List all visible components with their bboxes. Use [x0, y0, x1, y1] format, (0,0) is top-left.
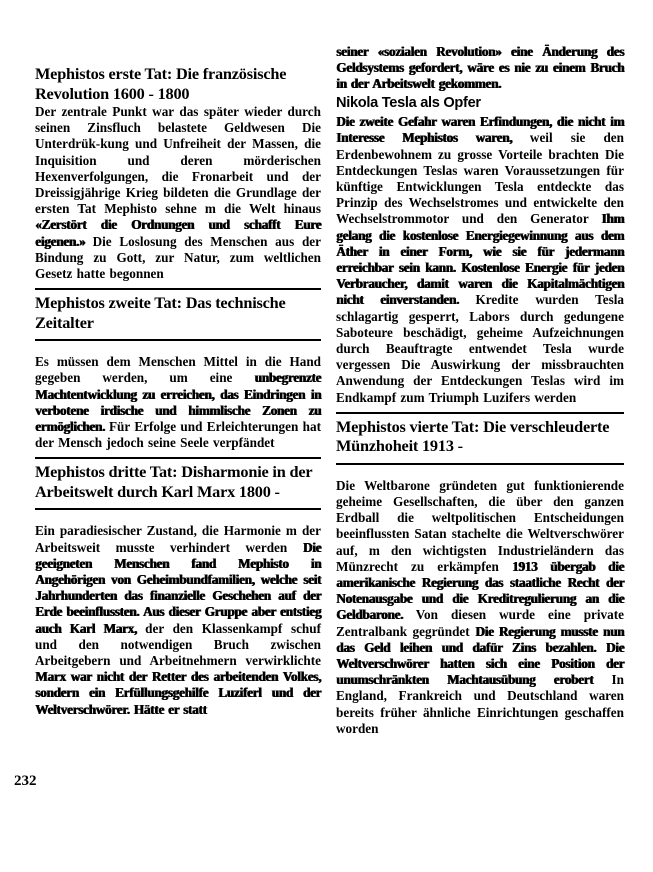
text-segment: Ein paradiesischer Zustand, die Harmonie m der Arbeitsweit musste verhindert werden — [35, 523, 321, 555]
text-segment: seiner «sozialen Revolution» eine Änderung des Geldsystems gefordert, wäre es nie zu einem Bruch in der Arbeitswelt gekommen. — [336, 44, 624, 92]
text-segment: weil sie den Erdenbewohnem zu grosse Vorteile brachten Die Entdeckungen Teslas waren Voraussetzungen für künftige Entwicklungen Tesla entdeckte das Prinzip des Wechselstromes und entwickelte den Wechselstrommotor und den Generator — [336, 130, 624, 227]
page-number: 232 — [14, 773, 37, 789]
text-segment: Kredite wurden Tesla schlagartig gesperrt, Labors durch gedungene Saboteure beschädigt, geheime Aufzeichnungen durch Beauftragte entwendet Tesla wurde vergessen Die Auswirkung der missbrauchten Anwendung der Entdeckungen Teslas wird im Endkampf zum Triumph Luzifers werden — [336, 292, 625, 405]
section-heading-ruled: Mephistos dritte Tat: Disharmonie in der Arbeitswelt durch Karl Marx 1800 - — [35, 457, 321, 510]
paragraph — [336, 114, 624, 406]
section-heading-ruled: Mephistos vierte Tat: Die verschleuderte Münzhoheit 1913 - — [336, 412, 624, 465]
left-column — [35, 0, 321, 718]
text-segment: «Zerstört die Ordnungen und schafft Eure eigenen.» — [35, 217, 321, 249]
section-heading-ruled: Mephistos zweite Tat: Das technische Zeitalter — [35, 288, 321, 341]
text-segment: Ihm gelang die kostenlose Energiegewinnung aus dem Äther in einer Form, wie sie für jedermann erreichbar sein kann. Kostenlose Energie für jeden Verbraucher, damit waren die Kapitalmächtigen nicht einverstanden. — [336, 211, 624, 308]
text-segment: Die Regierung musste nun das Geld leihen und dafür Zins bezahlen. Die Weltverschwörer hatten sich eine Position der unumschränkten Machtausübung erobert — [336, 623, 624, 688]
text-segment: Die Loslosung des Menschen aus der Bindung zu Gott, zur Natur, zum weltlichen Gesetz hatte begonnen — [35, 233, 321, 282]
text-segment: Die zweite Gefahr waren Erfindungen, die nicht im Interesse Mephistos waren, — [336, 114, 624, 146]
right-column — [336, 0, 624, 737]
paragraph — [35, 104, 321, 282]
text-segment: 1913 übergab die amerikanische Regierung das staatliche Recht der Notenausgabe und die Kreditregulierung an die Geldbarone. — [336, 558, 624, 623]
section-heading: Mephistos erste Tat: Die französische Revolution 1600 - 1800 — [35, 64, 287, 103]
text-segment: Von diesen wurde eine private Zentralbank gegründet — [336, 607, 624, 639]
sans-subheading: Nikola Tesla als Opfer — [336, 94, 481, 111]
text-segment: Die Weltbarone gründeten gut funktionierende geheime Gesellschaften, die über den ganzen Erdball die weltpolitischen Entscheidungen beeinflussten Satan stachelte die Weltverschwörer auf, m den wichtigsten Industrieländern das Münzrecht zu erkämpfen — [336, 477, 624, 574]
text-segment: Es müssen dem Menschen Mittel in die Hand gegeben werden, um eine — [35, 354, 321, 386]
text-segment: In England, Frankreich und Deutschland waren bereits früher ähnliche Einrichtungen geschaffen worden — [336, 672, 624, 736]
text-segment: Für Erfolge und Erleichterungen hat der Mensch jedoch seine Seele verpfändet — [35, 419, 321, 451]
text-segment: Marx war nicht der Retter des arbeitenden Volkes, sondern ein Erfüllungsgehilfe Luziferl und der Weltverschwörer. Hätte er statt — [35, 669, 321, 717]
text-segment: der den Klassenkampf schuf und den notwendigen Bruch zwischen Arbeitgebern und Arbeitnehmern verwirklichte — [35, 620, 321, 669]
paragraph — [35, 354, 321, 451]
paragraph — [336, 44, 624, 93]
text-segment: Der zentrale Punkt war das später wieder durch seinen Zinsfluch belastete Geldwesen Die Unterdrük-kung und Unfreiheit der Massen, die Inquisition und deren mörderischen Hexenverfolgungen, die Fronarbeit und der Dreissigjährige Krieg bildeten die Grundlage der ersten Tat Mephisto sehne m die Welt hinaus — [35, 104, 321, 217]
paragraph — [336, 478, 624, 737]
text-segment: unbegrenzte Machtentwicklung zu erreichen, das Eindringen in verbotene irdische und himmlische Zonen zu ermöglichen. — [35, 370, 321, 435]
paragraph — [35, 523, 321, 717]
text-segment: Die geeigneten Menschen fand Mephisto in Angehörigen von Geheimbundfamilien, welche seit Jahrhunderten das finanzielle Geschehen auf der Erde beeinflussten. Aus dieser Gruppe aber entstieg auch Karl Marx, — [35, 539, 321, 636]
